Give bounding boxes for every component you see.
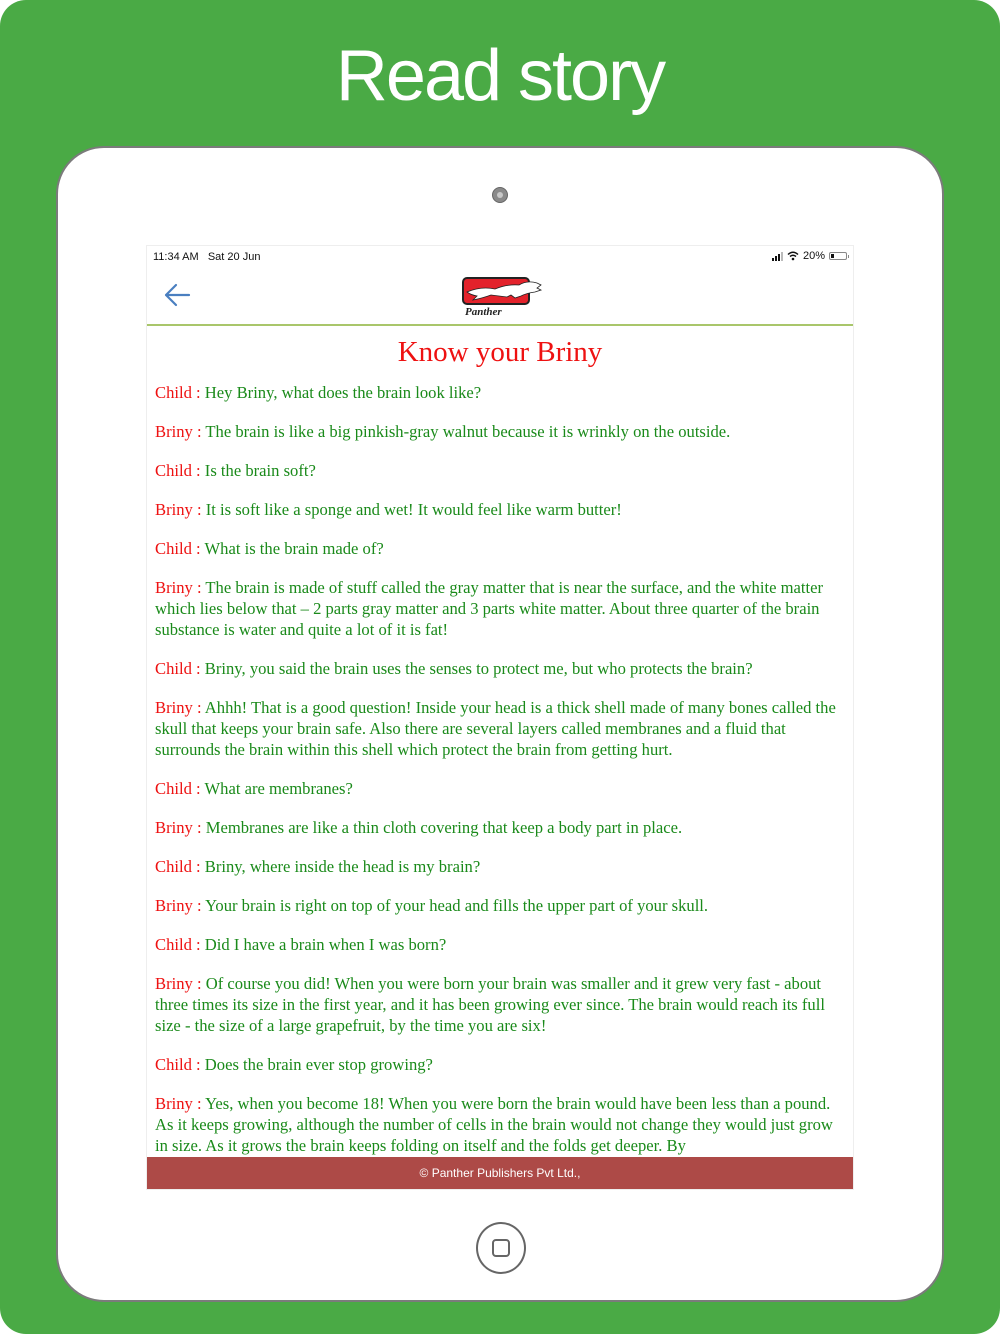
dialogue-text: What are membranes? [200, 779, 353, 798]
dialogue-text: Briny, you said the brain uses the senses to protect me, but who protects the brain? [200, 659, 753, 678]
speaker-label: Child : [155, 935, 201, 954]
status-indicators [772, 250, 847, 262]
dialogue-line [155, 538, 845, 559]
footer-copyright: © Panther Publishers Pvt Ltd., [147, 1157, 853, 1189]
app-screen [146, 245, 854, 1190]
speaker-label: Briny : [155, 896, 202, 915]
battery-percent: 20% [802, 250, 825, 262]
home-button[interactable] [476, 1222, 526, 1274]
dialogue-text: Does the brain ever stop growing? [200, 1055, 433, 1074]
speaker-label: Briny : [155, 974, 202, 993]
speaker-label: Briny : [155, 698, 202, 717]
date-text: Sat 20 Jun [207, 251, 261, 263]
dialogue-text: Membranes are like a thin cloth covering that keep a body part in place. [201, 818, 683, 837]
speaker-label: Child : [155, 857, 201, 876]
speaker-label: Child : [155, 659, 201, 678]
dialogue-line [155, 778, 845, 799]
dialogue-text: The brain is like a big pinkish-gray walnut because it is wrinkly on the outside. [201, 422, 731, 441]
dialogue-line [155, 577, 845, 640]
dialogue-line [155, 697, 845, 760]
battery-icon [829, 252, 847, 260]
dialogue-text: The brain is made of stuff called the gray matter that is near the surface, and the white matter which lies below that – 2 parts gray matter and 3 parts white matter. About three quarter of the brain substance is water and quite a lot of it is fat! [155, 578, 823, 639]
status-time [153, 251, 260, 263]
dialogue-line [155, 1054, 845, 1075]
dialogue-text: Briny, where inside the head is my brain? [200, 857, 481, 876]
story-title: Know your Briny [397, 336, 603, 368]
wifi-icon [787, 251, 799, 261]
speaker-label: Child : [155, 1055, 201, 1074]
dialogue-list [155, 382, 845, 1156]
nav-bar [147, 268, 853, 326]
dialogue-text: Of course you did! When you were born your brain was smaller and it grew very fast - about three times its size in the first year, and it has been growing ever since. The brain would reach its full size - the size of a large grapefruit, by the time you are six! [155, 974, 825, 1035]
dialogue-line [155, 934, 845, 955]
dialogue-text: What is the brain made of? [200, 539, 384, 558]
promo-title: Read story [335, 36, 665, 116]
status-bar [147, 246, 853, 268]
home-square-icon [492, 1239, 510, 1257]
camera-icon [492, 187, 508, 203]
dialogue-line [155, 817, 845, 838]
dialogue-line [155, 382, 845, 403]
dialogue-line [155, 499, 845, 520]
dialogue-text: Is the brain soft? [200, 461, 316, 480]
dialogue-line [155, 1093, 845, 1156]
speaker-label: Briny : [155, 578, 202, 597]
back-arrow-icon[interactable] [161, 280, 193, 310]
signal-icon [772, 252, 783, 261]
speaker-label: Briny : [155, 422, 202, 441]
speaker-label: Child : [155, 779, 201, 798]
logo-text: Panther [465, 306, 502, 318]
dialogue-text: Your brain is right on top of your head and fills the upper part of your skull. [201, 896, 709, 915]
dialogue-line [155, 421, 845, 442]
speaker-label: Briny : [155, 1094, 202, 1113]
dialogue-line [155, 973, 845, 1036]
speaker-label: Child : [155, 539, 201, 558]
story-content[interactable] [147, 326, 853, 1158]
dialogue-text: Yes, when you become 18! When you were born the brain would have been less than a pound. As it keeps growing, although the number of cells in the brain would not change they would just grow in size. As it grows the brain keeps folding on itself and the folds get deeper. By [155, 1094, 833, 1155]
dialogue-text: Ahhh! That is a good question! Inside your head is a thick shell made of many bones called the skull that keeps your brain safe. Also there are several layers called membranes and a fluid that surrounds the brain within this shell which protect the brain from getting hurt. [155, 698, 836, 759]
dialogue-line [155, 460, 845, 481]
speaker-label: Child : [155, 383, 201, 402]
dialogue-line [155, 658, 845, 679]
dialogue-text: It is soft like a sponge and wet! It would feel like warm butter! [201, 500, 622, 519]
dialogue-text: Did I have a brain when I was born? [200, 935, 447, 954]
dialogue-line [155, 895, 845, 916]
speaker-label: Child : [155, 461, 201, 480]
speaker-label: Briny : [155, 818, 202, 837]
dialogue-text: Hey Briny, what does the brain look like? [200, 383, 482, 402]
speaker-label: Briny : [155, 500, 202, 519]
time-text: 11:34 AM [153, 251, 199, 263]
dialogue-line [155, 856, 845, 877]
panther-logo [461, 276, 547, 318]
